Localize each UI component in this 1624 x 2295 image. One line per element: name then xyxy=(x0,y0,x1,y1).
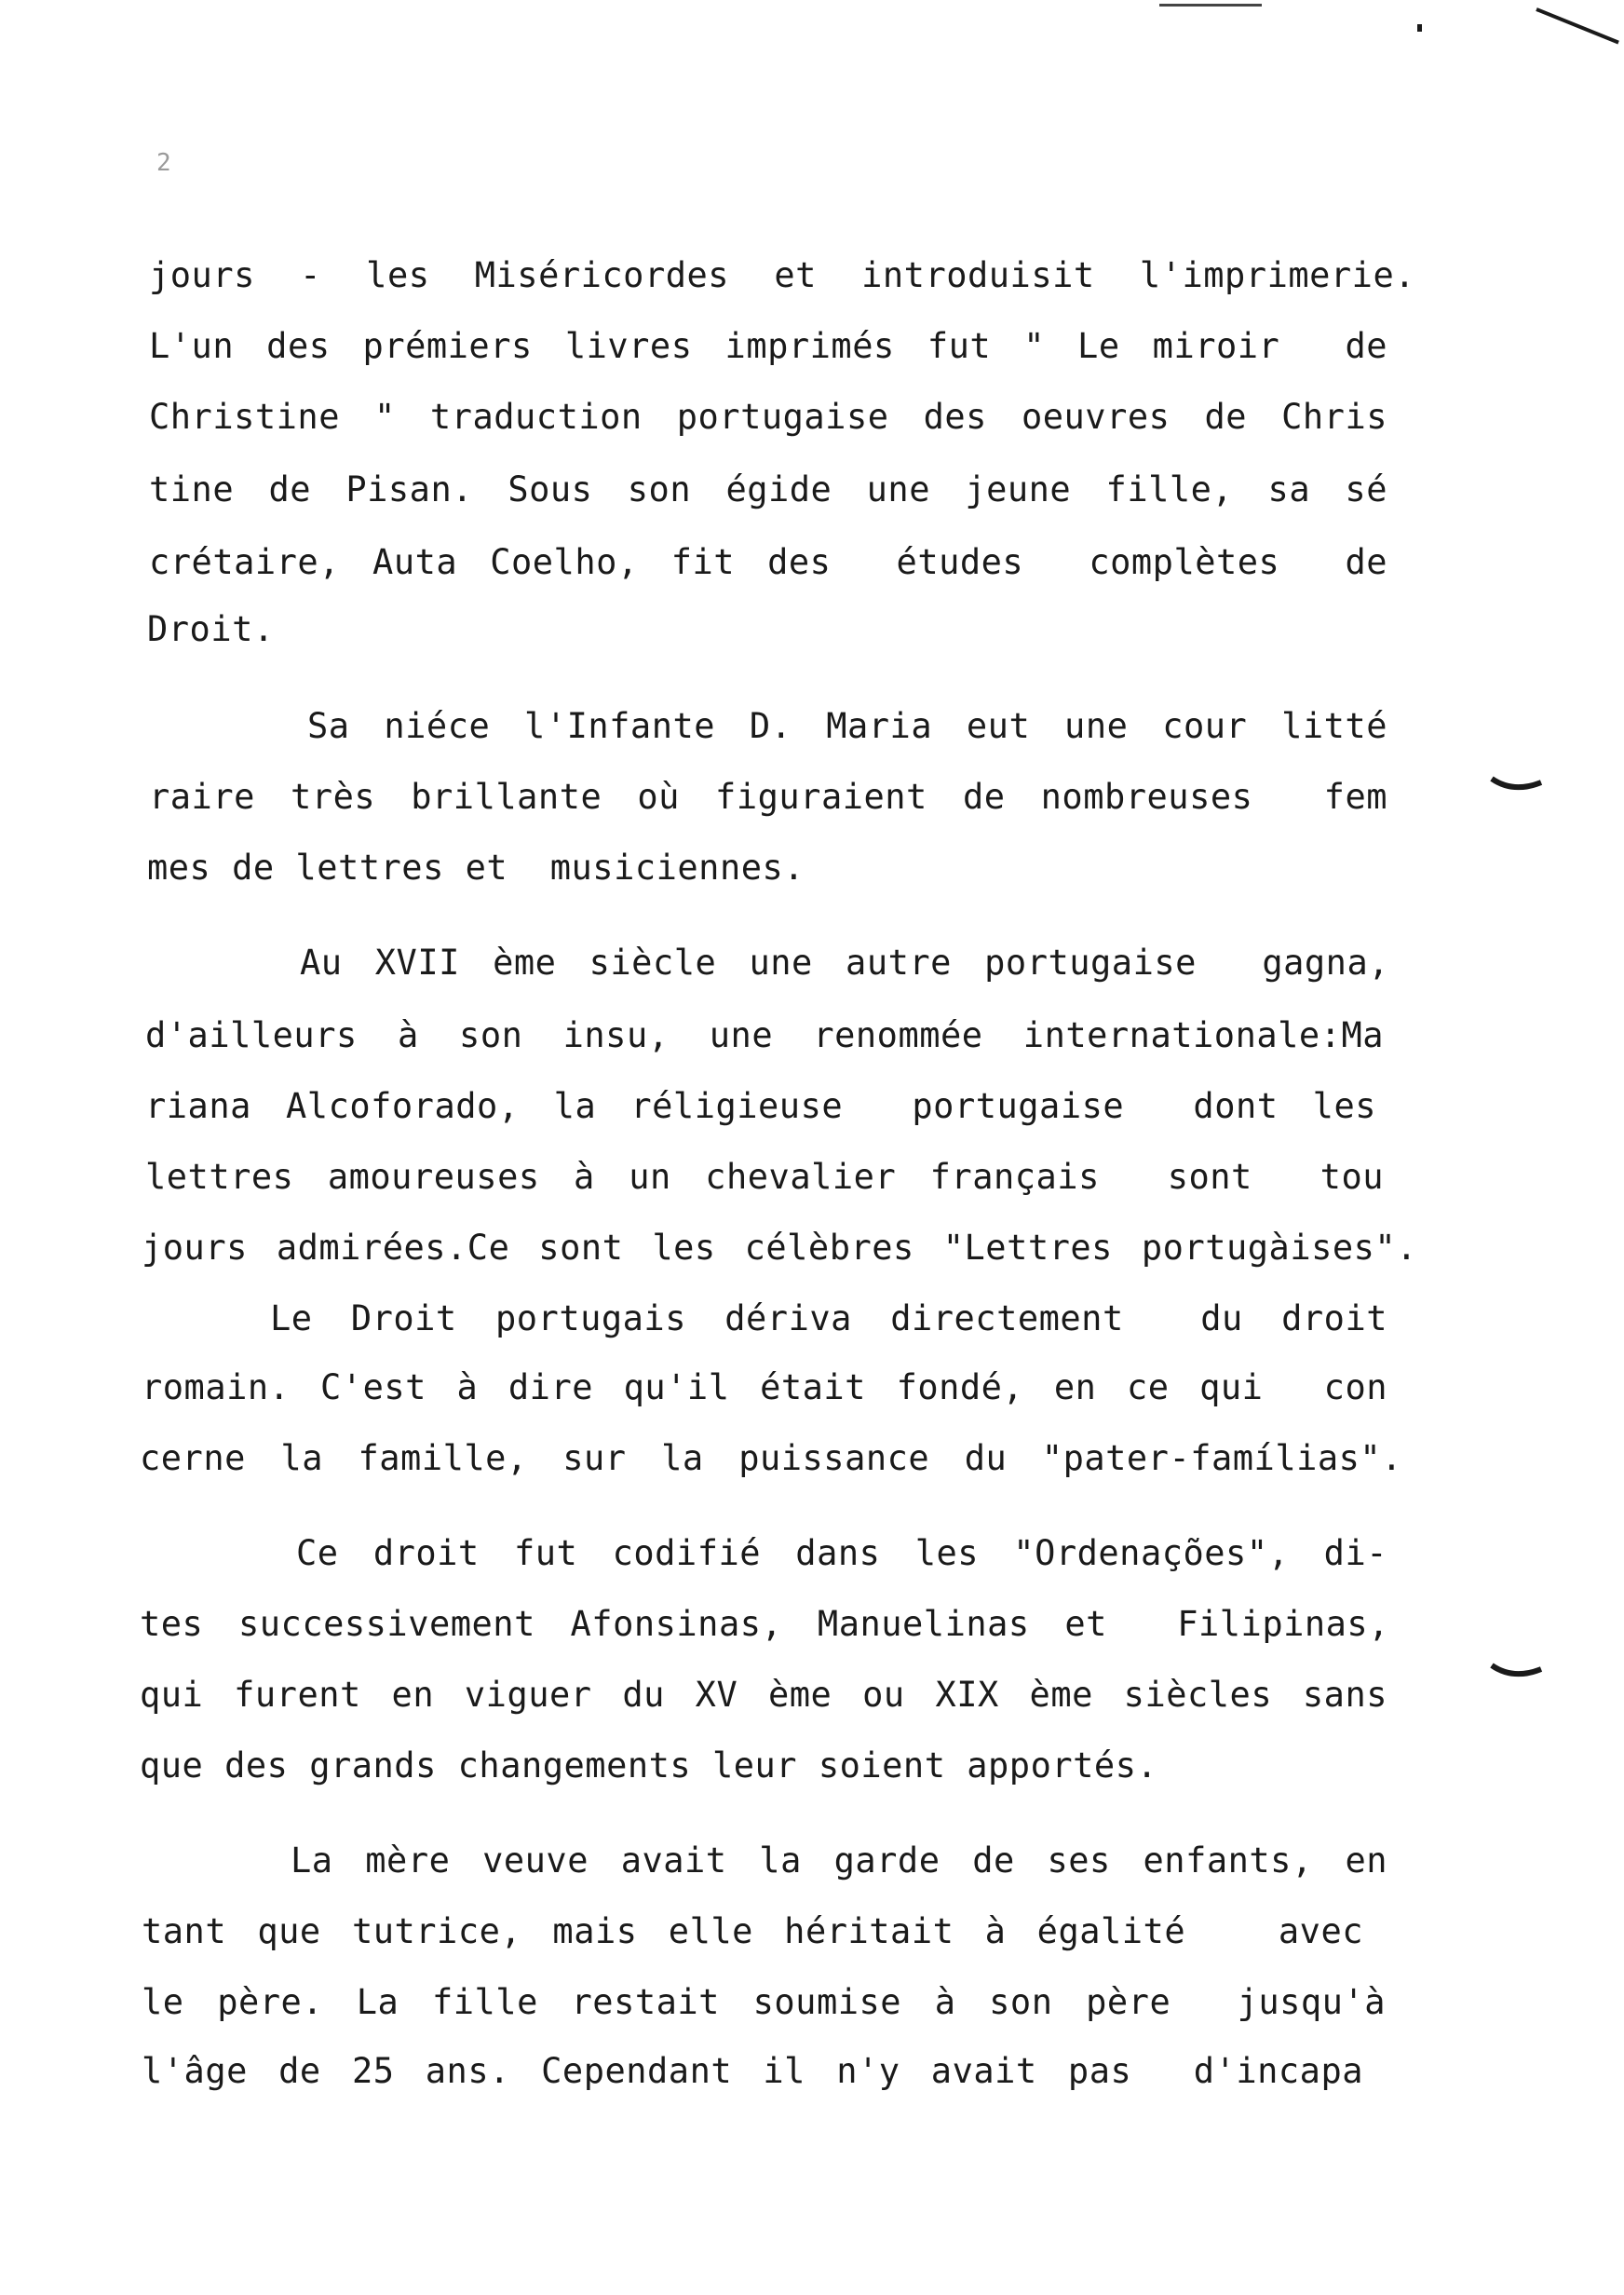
text-line: La mère veuve avait la garde de ses enfants, en xyxy=(291,1840,1387,1881)
text-line: jours - les Miséricordes et introduisit l'imprimerie. xyxy=(149,255,1415,295)
text-line: Christine " traduction portugaise des oeuvres de Chris xyxy=(149,397,1387,437)
text-line: qui furent en viguer du XV ème ou XIX ème siècles sans xyxy=(140,1675,1387,1715)
text-line: L'un des prémiers livres imprimés fut " Le miroir de xyxy=(149,326,1387,366)
text-line: tes successivement Afonsinas, Manuelinas et Filipinas, xyxy=(140,1604,1389,1644)
text-line: romain. C'est à dire qu'il était fondé, en ce qui con xyxy=(142,1367,1387,1407)
text-line: que des grands changements leur soient apportés. xyxy=(140,1745,1158,1786)
text-line: raire très brillante où figuraient de nombreuses fem xyxy=(149,777,1387,817)
text-line: d'ailleurs à son insu, une renommée internationale:Ma xyxy=(145,1015,1384,1055)
text-line: mes de lettres et musiciennes. xyxy=(147,848,805,888)
text-line: Le Droit portugais dériva directement du droit xyxy=(270,1298,1387,1338)
text-line: Droit. xyxy=(147,609,275,649)
text-line: tant que tutrice, mais elle héritait à égalité avec xyxy=(142,1911,1363,1951)
text-line: lettres amoureuses à un chevalier français sont tou xyxy=(145,1157,1384,1197)
scan-mark-top xyxy=(1159,4,1262,7)
text-line: Ce droit fut codifié dans les "Ordenações", di- xyxy=(296,1533,1387,1573)
text-line: cerne la famille, sur la puissance du "pater-famílias". xyxy=(140,1438,1402,1478)
scan-mark-top-right xyxy=(1536,7,1619,44)
scan-dot-top xyxy=(1417,24,1422,32)
text-line: jours admirées.Ce sont les célèbres "Lettres portugàises". xyxy=(142,1228,1417,1268)
punch-mark-2 xyxy=(1490,1658,1546,1686)
text-line: l'âge de 25 ans. Cependant il n'y avait pas d'incapa xyxy=(142,2051,1363,2091)
page-number: 2 xyxy=(156,149,171,177)
text-line: riana Alcoforado, la réligieuse portugaise dont les xyxy=(145,1086,1376,1126)
text-line: le père. La fille restait soumise à son père jusqu'à xyxy=(142,1982,1386,2022)
text-line: tine de Pisan. Sous son égide une jeune fille, sa sé xyxy=(149,469,1387,509)
punch-mark-1 xyxy=(1490,771,1546,799)
text-line: Sa niéce l'Infante D. Maria eut une cour litté xyxy=(307,706,1387,746)
text-line: crétaire, Auta Coelho, fit des études complètes de xyxy=(149,542,1387,582)
text-line: Au XVII ème siècle une autre portugaise gagna, xyxy=(300,943,1389,983)
